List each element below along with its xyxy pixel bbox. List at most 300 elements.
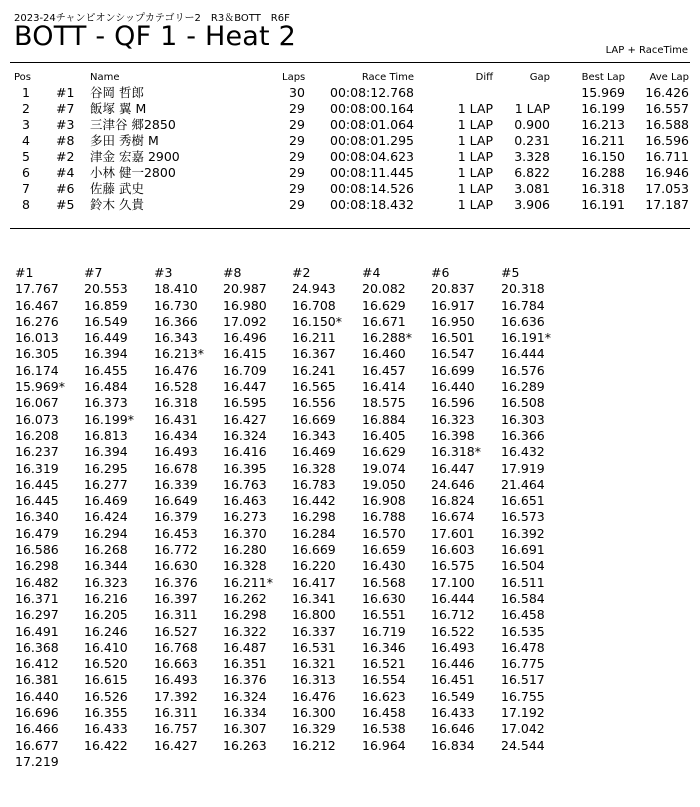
- lap-time-cell: 16.568: [362, 574, 406, 590]
- table-row: [0, 101, 700, 117]
- lap-time-cell: 16.556: [292, 395, 336, 411]
- cell-race-time: 00:08:01.064: [330, 117, 414, 132]
- lap-time-cell: 15.969*: [15, 379, 65, 395]
- lap-time-cell: 16.305: [15, 346, 59, 362]
- lap-time-cell: 16.442: [292, 493, 336, 509]
- cell-name: 小林 健一2800: [90, 165, 176, 180]
- lap-time-cell: 16.493: [431, 639, 475, 655]
- lap-time-cell: 16.415: [223, 346, 267, 362]
- lap-time-cell: 16.646: [431, 721, 475, 737]
- lap-time-cell: 16.884: [362, 411, 406, 427]
- cell-race-time: 00:08:00.164: [330, 101, 414, 116]
- lap-time-cell: 24.646: [431, 476, 475, 492]
- cell-best-lap: 16.191: [581, 197, 625, 212]
- table-row: [0, 165, 700, 181]
- col-header-diff: Diff: [475, 72, 493, 83]
- lap-time-cell: 16.696: [15, 705, 59, 721]
- cell-pos: 5: [22, 149, 30, 164]
- lap-time-cell: 16.783: [292, 476, 336, 492]
- table-row: [0, 197, 700, 213]
- cell-diff: 1 LAP: [457, 197, 493, 212]
- lap-time-cell: 16.344: [84, 558, 128, 574]
- lap-time-cell: 16.576: [501, 362, 545, 378]
- lap-time-cell: 16.318: [154, 395, 198, 411]
- cell-num: #6: [56, 181, 75, 196]
- lap-time-cell: 16.150*: [292, 313, 342, 329]
- lap-time-cell: 16.323: [431, 411, 475, 427]
- lap-time-cell: 16.346: [362, 639, 406, 655]
- lap-time-cell: 19.074: [362, 460, 406, 476]
- cell-laps: 29: [289, 133, 305, 148]
- lap-time-cell: 16.813: [84, 427, 128, 443]
- cell-race-time: 00:08:01.295: [330, 133, 414, 148]
- lap-time-cell: 16.339: [154, 476, 198, 492]
- lap-time-cell: 16.669: [292, 542, 336, 558]
- table-row: [0, 85, 700, 101]
- cell-race-time: 00:08:04.623: [330, 149, 414, 164]
- cell-name: 谷岡 哲郎: [90, 85, 144, 100]
- lap-time-cell: 16.394: [84, 444, 128, 460]
- lap-time-cell: 16.328: [223, 558, 267, 574]
- cell-best-lap: 16.199: [581, 101, 625, 116]
- lap-time-cell: 16.368: [15, 639, 59, 655]
- lap-time-cell: 16.447: [223, 379, 267, 395]
- cell-name: 津金 宏嘉 2900: [90, 149, 180, 164]
- lap-time-cell: 16.199*: [84, 411, 134, 427]
- lap-time-cell: 16.669: [292, 411, 336, 427]
- lap-time-cell: 16.603: [431, 542, 475, 558]
- lap-col-header: #6: [431, 265, 450, 280]
- lap-time-cell: 19.050: [362, 476, 406, 492]
- cell-race-time: 00:08:12.768: [330, 85, 414, 100]
- lap-time-cell: 16.629: [362, 444, 406, 460]
- lap-time-cell: 16.430: [362, 558, 406, 574]
- lap-time-cell: 16.434: [154, 427, 198, 443]
- col-header-pos: Pos: [14, 72, 32, 83]
- lap-time-cell: 16.678: [154, 460, 198, 476]
- lap-time-cell: 16.712: [431, 607, 475, 623]
- header-divider: [10, 62, 690, 63]
- lap-time-cell: 16.446: [431, 656, 475, 672]
- lap-time-cell: 16.067: [15, 395, 59, 411]
- lap-time-cell: 16.294: [84, 525, 128, 541]
- lap-time-cell: 16.300: [292, 705, 336, 721]
- lap-time-cell: 16.487: [223, 639, 267, 655]
- lap-time-cell: 16.311: [154, 705, 198, 721]
- lap-time-cell: 16.755: [501, 688, 545, 704]
- lap-time-cell: 16.416: [223, 444, 267, 460]
- lap-col-header: #1: [15, 265, 34, 280]
- lap-time-cell: 16.458: [362, 705, 406, 721]
- lap-time-cell: 16.493: [154, 672, 198, 688]
- table-row: [0, 181, 700, 197]
- cell-best-lap: 16.318: [581, 181, 625, 196]
- lap-time-cell: 16.379: [154, 509, 198, 525]
- lap-time-cell: 16.768: [154, 639, 198, 655]
- lap-time-cell: 16.784: [501, 297, 545, 313]
- lap-time-cell: 16.917: [431, 297, 475, 313]
- lap-time-cell: 16.440: [15, 688, 59, 704]
- lap-time-cell: 16.427: [154, 737, 198, 753]
- lap-time-cell: 16.476: [292, 688, 336, 704]
- lap-time-cell: 16.445: [15, 476, 59, 492]
- lap-time-cell: 16.730: [154, 297, 198, 313]
- cell-laps: 30: [289, 85, 305, 100]
- cell-laps: 29: [289, 181, 305, 196]
- lap-time-cell: 16.410: [84, 639, 128, 655]
- lap-time-cell: 16.671: [362, 313, 406, 329]
- lap-time-cell: 16.527: [154, 623, 198, 639]
- lap-time-cell: 16.273: [223, 509, 267, 525]
- lap-time-cell: 16.366: [154, 313, 198, 329]
- lap-time-cell: 21.464: [501, 476, 545, 492]
- lap-time-cell: 16.440: [431, 379, 475, 395]
- event-subtitle: 2023-24チャンピオンシップカテゴリー2 R3＆BOTT R6F: [14, 13, 290, 24]
- lap-time-cell: 16.432: [501, 444, 545, 460]
- lap-col-header: #5: [501, 265, 520, 280]
- lap-time-cell: 16.324: [223, 427, 267, 443]
- lap-time-cell: 16.551: [362, 607, 406, 623]
- cell-ave-lap: 17.053: [645, 181, 689, 196]
- table-row: [0, 133, 700, 149]
- lap-time-cell: 16.414: [362, 379, 406, 395]
- lap-col-header: #8: [223, 265, 242, 280]
- cell-best-lap: 15.969: [581, 85, 625, 100]
- lap-time-cell: 16.376: [223, 672, 267, 688]
- lap-time-cell: 16.191*: [501, 330, 551, 346]
- lap-time-cell: 16.303: [501, 411, 545, 427]
- cell-ave-lap: 16.557: [645, 101, 689, 116]
- lap-time-cell: 16.463: [223, 493, 267, 509]
- cell-pos: 7: [22, 181, 30, 196]
- lap-time-cell: 16.340: [15, 509, 59, 525]
- lap-time-cell: 16.424: [84, 509, 128, 525]
- cell-name: 佐藤 武史: [90, 181, 144, 196]
- lap-time-cell: 16.691: [501, 542, 545, 558]
- lap-time-cell: 16.522: [431, 623, 475, 639]
- cell-diff: 1 LAP: [457, 181, 493, 196]
- lap-time-cell: 16.504: [501, 558, 545, 574]
- lap-time-cell: 16.220: [292, 558, 336, 574]
- lap-time-cell: 16.547: [431, 346, 475, 362]
- lap-time-cell: 16.636: [501, 313, 545, 329]
- cell-num: #2: [56, 149, 75, 164]
- lap-col-header: #3: [154, 265, 173, 280]
- lap-time-cell: 16.447: [431, 460, 475, 476]
- cell-diff: 1 LAP: [457, 133, 493, 148]
- lap-time-cell: 16.649: [154, 493, 198, 509]
- lap-time-cell: 16.677: [15, 737, 59, 753]
- lap-time-cell: 16.651: [501, 493, 545, 509]
- cell-pos: 3: [22, 117, 30, 132]
- lap-time-cell: 16.549: [431, 688, 475, 704]
- cell-laps: 29: [289, 149, 305, 164]
- cell-gap: 3.328: [514, 149, 550, 164]
- lap-time-cell: 16.549: [84, 313, 128, 329]
- cell-ave-lap: 17.187: [645, 197, 689, 212]
- lap-time-cell: 16.417: [292, 574, 336, 590]
- lap-time-cell: 16.297: [15, 607, 59, 623]
- lap-time-cell: 16.246: [84, 623, 128, 639]
- cell-name: 飯塚 翼 M: [90, 101, 147, 116]
- cell-diff: 1 LAP: [457, 165, 493, 180]
- lap-time-cell: 16.460: [362, 346, 406, 362]
- results-header-row: [0, 71, 700, 85]
- lap-time-cell: 16.334: [223, 705, 267, 721]
- lap-time-cell: 16.584: [501, 590, 545, 606]
- lap-time-cell: 16.366: [501, 427, 545, 443]
- lap-time-cell: 16.484: [84, 379, 128, 395]
- lap-time-cell: 16.444: [431, 590, 475, 606]
- cell-diff: 1 LAP: [457, 149, 493, 164]
- lap-time-cell: 17.100: [431, 574, 475, 590]
- cell-gap: 1 LAP: [514, 101, 550, 116]
- lap-time-cell: 16.328: [292, 460, 336, 476]
- cell-num: #5: [56, 197, 75, 212]
- cell-ave-lap: 16.426: [645, 85, 689, 100]
- lap-col-header: #4: [362, 265, 381, 280]
- cell-laps: 29: [289, 101, 305, 116]
- lap-time-cell: 20.837: [431, 281, 475, 297]
- results-table: [0, 71, 700, 213]
- cell-ave-lap: 16.596: [645, 133, 689, 148]
- lap-time-cell: 18.410: [154, 281, 198, 297]
- cell-name: 三津谷 郷2850: [90, 117, 176, 132]
- lap-time-cell: 16.623: [362, 688, 406, 704]
- cell-race-time: 00:08:18.432: [330, 197, 414, 212]
- cell-num: #3: [56, 117, 75, 132]
- lap-time-cell: 16.289: [501, 379, 545, 395]
- col-header-name: Name: [90, 72, 120, 83]
- lap-time-cell: 16.663: [154, 656, 198, 672]
- lap-time-cell: 16.073: [15, 411, 59, 427]
- lap-col-header: #2: [292, 265, 311, 280]
- lap-time-cell: 17.219: [15, 753, 59, 769]
- lap-time-cell: 16.329: [292, 721, 336, 737]
- lap-time-cell: 16.237: [15, 444, 59, 460]
- cell-name: 多田 秀樹 M: [90, 133, 159, 148]
- lap-time-cell: 16.319: [15, 460, 59, 476]
- lap-time-cell: 16.394: [84, 346, 128, 362]
- lap-time-cell: 16.521: [362, 656, 406, 672]
- lap-time-cell: 16.367: [292, 346, 336, 362]
- lap-time-cell: 17.192: [501, 705, 545, 721]
- col-header-race-time: Race Time: [361, 72, 414, 83]
- lap-time-cell: 16.280: [223, 542, 267, 558]
- lap-time-cell: 16.288*: [362, 330, 412, 346]
- cell-num: #8: [56, 133, 75, 148]
- lap-time-cell: 16.216: [84, 590, 128, 606]
- lap-time-cell: 17.042: [501, 721, 545, 737]
- lap-time-cell: 20.553: [84, 281, 128, 297]
- lap-time-cell: 16.859: [84, 297, 128, 313]
- cell-gap: 3.906: [514, 197, 550, 212]
- lap-time-cell: 16.824: [431, 493, 475, 509]
- cell-ave-lap: 16.711: [645, 149, 689, 164]
- lap-time-cell: 16.343: [292, 427, 336, 443]
- lap-time-cell: 16.351: [223, 656, 267, 672]
- cell-gap: 0.900: [514, 117, 550, 132]
- col-header-ave-lap: Ave Lap: [649, 72, 689, 83]
- cell-gap: 3.081: [514, 181, 550, 196]
- cell-pos: 2: [22, 101, 30, 116]
- lap-time-cell: 16.298: [223, 607, 267, 623]
- cell-best-lap: 16.288: [581, 165, 625, 180]
- results-body: [0, 85, 700, 213]
- lap-time-cell: 16.370: [223, 525, 267, 541]
- col-header-laps: Laps: [282, 72, 306, 83]
- cell-diff: 1 LAP: [457, 101, 493, 116]
- cell-pos: 6: [22, 165, 30, 180]
- lap-time-cell: 16.392: [501, 525, 545, 541]
- lap-time-cell: 16.427: [223, 411, 267, 427]
- lap-time-cell: 16.371: [15, 590, 59, 606]
- lap-time-cell: 16.412: [15, 656, 59, 672]
- cell-num: #7: [56, 101, 75, 116]
- lap-time-cell: 16.433: [84, 721, 128, 737]
- lap-time-cell: 16.268: [84, 542, 128, 558]
- lap-time-cell: 16.538: [362, 721, 406, 737]
- lap-time-cell: 16.659: [362, 542, 406, 558]
- lap-time-cell: 16.964: [362, 737, 406, 753]
- lap-time-cell: 16.834: [431, 737, 475, 753]
- lap-time-cell: 16.775: [501, 656, 545, 672]
- lap-time-cell: 16.535: [501, 623, 545, 639]
- lap-time-cell: 16.453: [154, 525, 198, 541]
- lap-time-cell: 16.322: [223, 623, 267, 639]
- lap-time-cell: 16.318*: [431, 444, 481, 460]
- page-title: BOTT - QF 1 - Heat 2: [14, 21, 296, 52]
- lap-time-cell: 16.298: [15, 558, 59, 574]
- lap-time-cell: 16.772: [154, 542, 198, 558]
- lap-time-cell: 16.376: [154, 574, 198, 590]
- lap-time-cell: 16.276: [15, 313, 59, 329]
- cell-ave-lap: 16.946: [645, 165, 689, 180]
- cell-best-lap: 16.150: [581, 149, 625, 164]
- lap-time-cell: 16.520: [84, 656, 128, 672]
- lap-time-cell: 16.397: [154, 590, 198, 606]
- cell-laps: 29: [289, 165, 305, 180]
- lap-time-cell: 16.466: [15, 721, 59, 737]
- lap-time-cell: 16.586: [15, 542, 59, 558]
- lap-time-cell: 16.708: [292, 297, 336, 313]
- lap-time-cell: 16.337: [292, 623, 336, 639]
- lap-time-cell: 20.987: [223, 281, 267, 297]
- lap-time-cell: 17.601: [431, 525, 475, 541]
- lap-time-cell: 16.211: [292, 330, 336, 346]
- lap-time-cell: 16.295: [84, 460, 128, 476]
- lap-time-cell: 16.298: [292, 509, 336, 525]
- lap-time-cell: 16.284: [292, 525, 336, 541]
- lap-time-cell: 16.788: [362, 509, 406, 525]
- lap-time-cell: 17.767: [15, 281, 59, 297]
- cell-pos: 4: [22, 133, 30, 148]
- lap-time-cell: 16.596: [431, 395, 475, 411]
- lap-time-cell: 16.763: [223, 476, 267, 492]
- lap-time-cell: 16.398: [431, 427, 475, 443]
- col-header-best-lap: Best Lap: [581, 72, 625, 83]
- lap-time-cell: 16.174: [15, 362, 59, 378]
- lap-time-cell: 16.491: [15, 623, 59, 639]
- cell-ave-lap: 16.588: [645, 117, 689, 132]
- lap-time-cell: 16.458: [501, 607, 545, 623]
- lap-time-cell: 16.496: [223, 330, 267, 346]
- lap-time-cell: 16.508: [501, 395, 545, 411]
- cell-pos: 8: [22, 197, 30, 212]
- lap-time-cell: 16.526: [84, 688, 128, 704]
- lap-time-cell: 20.082: [362, 281, 406, 297]
- lap-time-cell: 16.277: [84, 476, 128, 492]
- lap-time-cell: 16.355: [84, 705, 128, 721]
- lap-time-cell: 16.213*: [154, 346, 204, 362]
- lap-time-cell: 16.205: [84, 607, 128, 623]
- lap-time-cell: 16.445: [15, 493, 59, 509]
- lap-time-cell: 16.800: [292, 607, 336, 623]
- lap-time-cell: 17.392: [154, 688, 198, 704]
- lap-time-cell: 24.544: [501, 737, 545, 753]
- lap-time-cell: 16.630: [362, 590, 406, 606]
- lap-time-cell: 16.476: [154, 362, 198, 378]
- cell-best-lap: 16.211: [581, 133, 625, 148]
- lap-time-cell: 16.433: [431, 705, 475, 721]
- lap-time-cell: 16.262: [223, 590, 267, 606]
- lap-time-cell: 16.422: [84, 737, 128, 753]
- lap-time-cell: 16.950: [431, 313, 475, 329]
- lap-time-cell: 16.757: [154, 721, 198, 737]
- lap-time-cell: 16.531: [292, 639, 336, 655]
- lap-time-cell: 16.630: [154, 558, 198, 574]
- cell-gap: 0.231: [514, 133, 550, 148]
- lap-time-cell: 16.629: [362, 297, 406, 313]
- cell-best-lap: 16.213: [581, 117, 625, 132]
- lap-time-cell: 16.554: [362, 672, 406, 688]
- lap-time-cell: 16.709: [223, 362, 267, 378]
- lap-time-cell: 16.323: [84, 574, 128, 590]
- lap-time-cell: 16.431: [154, 411, 198, 427]
- lap-time-cell: 18.575: [362, 395, 406, 411]
- lap-time-cell: 16.674: [431, 509, 475, 525]
- lap-time-cell: 16.455: [84, 362, 128, 378]
- report-mode-label: LAP + RaceTime: [605, 45, 688, 56]
- cell-name: 鈴木 久貴: [90, 197, 144, 212]
- lap-time-cell: 16.211*: [223, 574, 273, 590]
- lap-time-cell: 17.919: [501, 460, 545, 476]
- lap-time-cell: 16.573: [501, 509, 545, 525]
- lap-time-cell: 16.615: [84, 672, 128, 688]
- lap-time-cell: 16.719: [362, 623, 406, 639]
- lap-time-cell: 16.517: [501, 672, 545, 688]
- lap-time-cell: 16.405: [362, 427, 406, 443]
- lap-time-cell: 24.943: [292, 281, 336, 297]
- cell-gap: 6.822: [514, 165, 550, 180]
- lap-time-cell: 16.469: [292, 444, 336, 460]
- table-row: [0, 149, 700, 165]
- cell-num: #4: [56, 165, 75, 180]
- lap-time-cell: 16.980: [223, 297, 267, 313]
- lap-time-cell: 16.343: [154, 330, 198, 346]
- lap-time-cell: 16.908: [362, 493, 406, 509]
- lap-col-header: #7: [84, 265, 103, 280]
- lap-time-cell: 16.511: [501, 574, 545, 590]
- lap-time-cell: 17.092: [223, 313, 267, 329]
- col-header-gap: Gap: [529, 72, 550, 83]
- section-divider: [10, 228, 690, 229]
- lap-time-cell: 16.395: [223, 460, 267, 476]
- lap-time-cell: 16.208: [15, 427, 59, 443]
- lap-time-cell: 16.321: [292, 656, 336, 672]
- lap-time-cell: 16.493: [154, 444, 198, 460]
- lap-time-cell: 16.449: [84, 330, 128, 346]
